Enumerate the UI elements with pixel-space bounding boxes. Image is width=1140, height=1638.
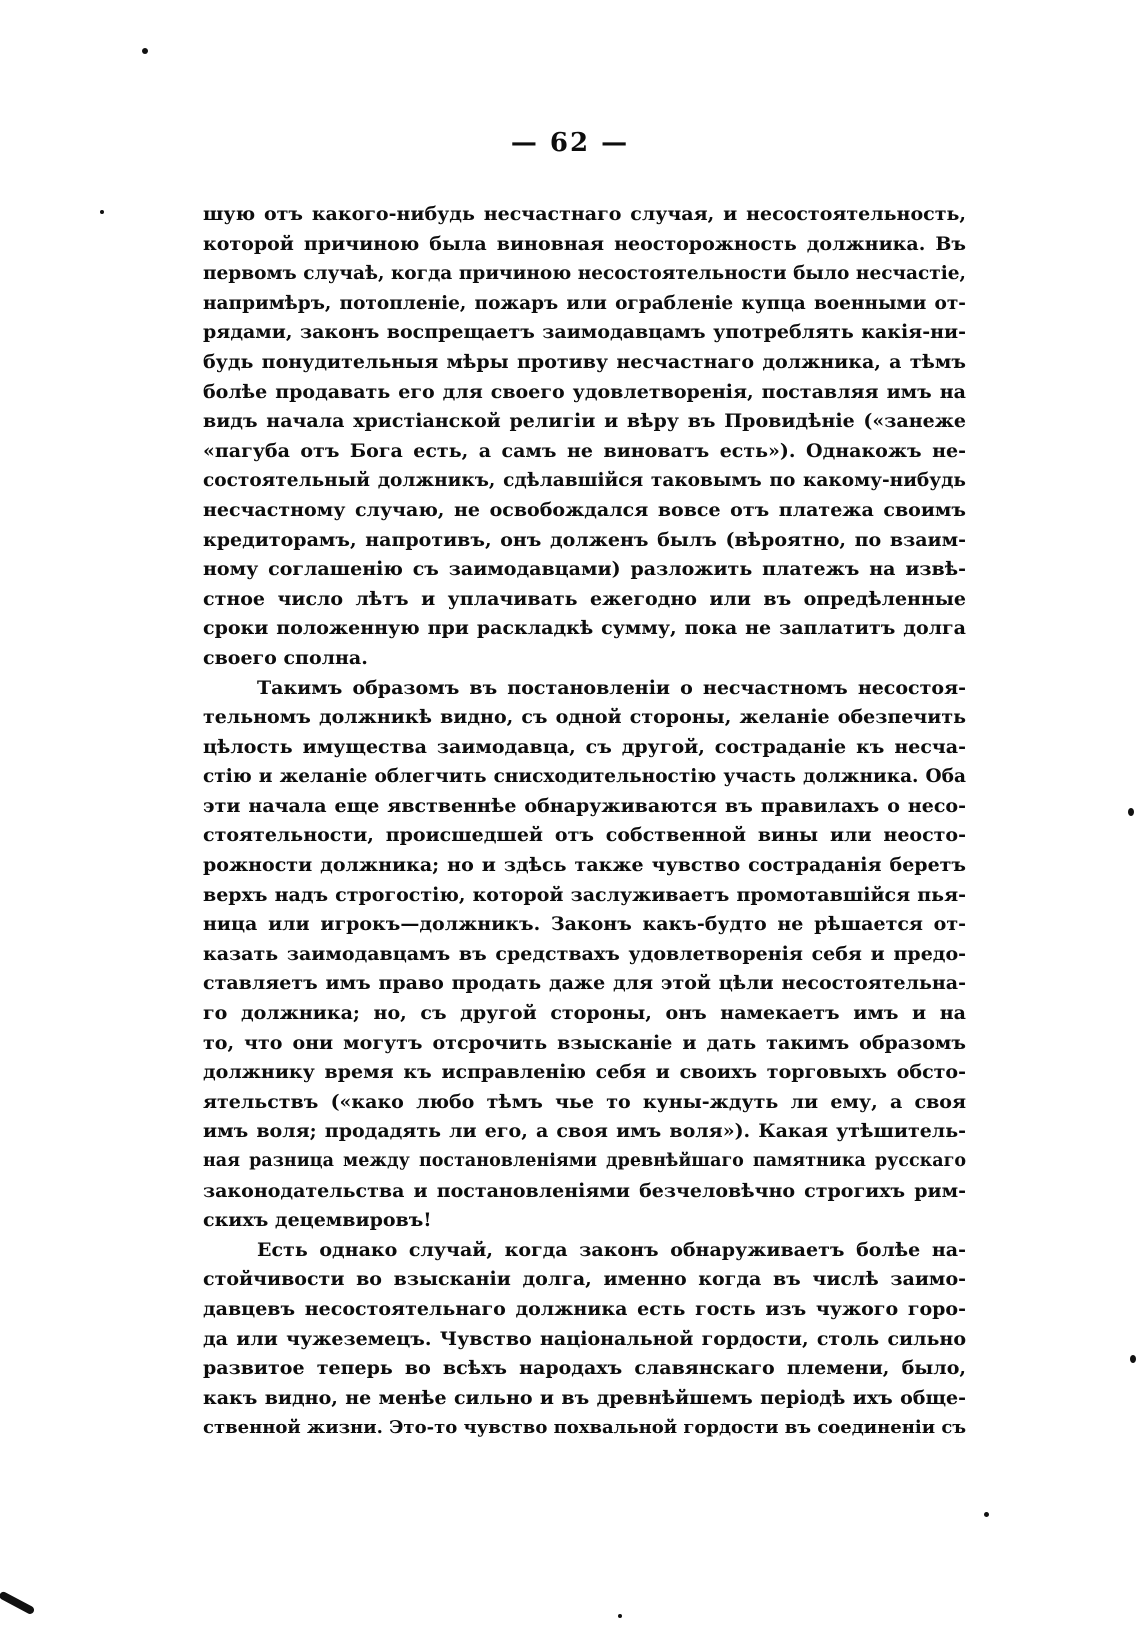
text-line: шую отъ какого-нибудь несчастнаго случая, и несостоятельность, bbox=[203, 203, 966, 225]
text-line: Есть однако случай, когда законъ обнаруживаетъ болѣе на- bbox=[257, 1238, 966, 1261]
text-line: эти начала еще явственнѣе обнаруживаются въ правилахъ о несо- bbox=[203, 794, 966, 817]
text-line: будь понудительныя мѣры противу несчастнаго должника, а тѣмъ bbox=[203, 350, 966, 373]
text-line: напримѣръ, потопленіе, пожаръ или ограбленіе купца военными от- bbox=[203, 292, 966, 314]
text-line: тельномъ должникѣ видно, съ одной стороны, желаніе обезпечить bbox=[203, 706, 966, 729]
text-line: какъ видно, не менѣе сильно и въ древнѣйшемъ періодѣ ихъ обще- bbox=[203, 1386, 966, 1409]
text-line: несчастному случаю, не освобождался вовсе отъ платежа своимъ bbox=[203, 498, 966, 521]
text-line: кредиторамъ, напротивъ, онъ долженъ былъ (вѣроятно, по взаим- bbox=[203, 528, 966, 551]
text-line: имъ воля; продадять ли его, а своя имъ воля»). Какая утѣшитель- bbox=[203, 1120, 966, 1143]
text-line: рядами, законъ воспрещаетъ заимодавцамъ употреблять какія-ни- bbox=[203, 321, 966, 344]
text-line: Такимъ образомъ въ постановленіи о несчастномъ несостоя- bbox=[257, 676, 966, 699]
text-line: ному соглашенію съ заимодавцами) разложить платежъ на извѣ- bbox=[203, 558, 966, 581]
text-line: ственной жизни. Это-то чувство похвальной гордости въ соединеніи съ bbox=[203, 1417, 966, 1439]
scan-speck bbox=[142, 48, 148, 54]
scan-speck bbox=[984, 1512, 989, 1517]
text-line: ница или игрокъ—должникъ. Законъ какъ-будто не рѣшается от- bbox=[203, 913, 966, 936]
text-line: болѣе продавать его для своего удовлетворенія, поставляя имъ на bbox=[203, 380, 966, 403]
text-line: давцевъ несостоятельнаго должника есть гость изъ чужого горо- bbox=[203, 1297, 966, 1320]
text-line: то, что они могутъ отсрочить взысканіе и дать такимъ образомъ bbox=[203, 1031, 966, 1054]
text-line: стойчивости во взысканіи долга, именно когда въ числѣ заимо- bbox=[203, 1268, 966, 1291]
page-number: — 62 — bbox=[510, 128, 630, 158]
text-line: стное число лѣтъ и уплачивать ежегодно или въ опредѣленные bbox=[203, 587, 966, 610]
text-line: сроки положенную при раскладкѣ сумму, пока не заплатитъ долга bbox=[203, 617, 966, 640]
scan-speck bbox=[1130, 1355, 1136, 1363]
scan-edge-mark bbox=[0, 1590, 35, 1615]
text-line: ятельствъ («како любо тѣмъ чье то куны-ждуть ли ему, а своя bbox=[203, 1090, 966, 1113]
text-line: казать заимодавцамъ въ средствахъ удовлетворенія себя и предо- bbox=[203, 942, 966, 965]
text-line: да или чужеземецъ. Чувство національной гордости, столь сильно bbox=[203, 1327, 966, 1350]
text-line: стію и желаніе облегчить снисходительностію участь должника. Оба bbox=[203, 766, 966, 788]
text-line: видъ начала христіанской религіи и вѣру въ Провидѣніе («занеже bbox=[203, 410, 966, 433]
scan-speck bbox=[1128, 808, 1134, 816]
text-line: стоятельности, происшедшей отъ собственной вины или неосто- bbox=[203, 824, 966, 847]
scan-speck bbox=[618, 1614, 622, 1618]
text-line: должнику время къ исправленію себя и своихъ торговыхъ обсто- bbox=[203, 1061, 966, 1084]
text-line: ная разница между постановленіями древнѣйшаго памятника русскаго bbox=[203, 1151, 966, 1171]
text-line: го должника; но, съ другой стороны, онъ намекаетъ имъ и на bbox=[203, 1002, 966, 1025]
text-line: ставляетъ имъ право продать даже для этой цѣли несостоятельна- bbox=[203, 972, 966, 995]
text-line: первомъ случаѣ, когда причиною несостоятельности было несчастіе, bbox=[203, 263, 966, 285]
text-line: развитое теперь во всѣхъ народахъ славянскаго племени, было, bbox=[203, 1357, 966, 1380]
text-line: верхъ надъ строгостію, которой заслуживаетъ промотавшійся пья- bbox=[203, 883, 966, 906]
text-line: своего сполна. bbox=[203, 646, 368, 669]
text-line: состоятельный должникъ, сдѣлавшійся таковымъ по какому-нибудь bbox=[203, 470, 966, 492]
text-line: которой причиною была виновная неосторожность должника. Въ bbox=[203, 232, 966, 255]
text-line: законодательства и постановленіями безчеловѣчно строгихъ рим- bbox=[203, 1179, 966, 1202]
text-line: «пагуба отъ Бога есть, а самъ не виноватъ есть»). Однакожъ не- bbox=[203, 439, 966, 462]
text-line: скихъ децемвировъ! bbox=[203, 1209, 432, 1232]
body-text bbox=[203, 200, 966, 1443]
text-line: цѣлость имущества заимодавца, съ другой, состраданіе къ несча- bbox=[203, 735, 966, 758]
scan-speck bbox=[100, 210, 104, 214]
text-line: рожности должника; но и здѣсь также чувство состраданія беретъ bbox=[203, 854, 966, 877]
